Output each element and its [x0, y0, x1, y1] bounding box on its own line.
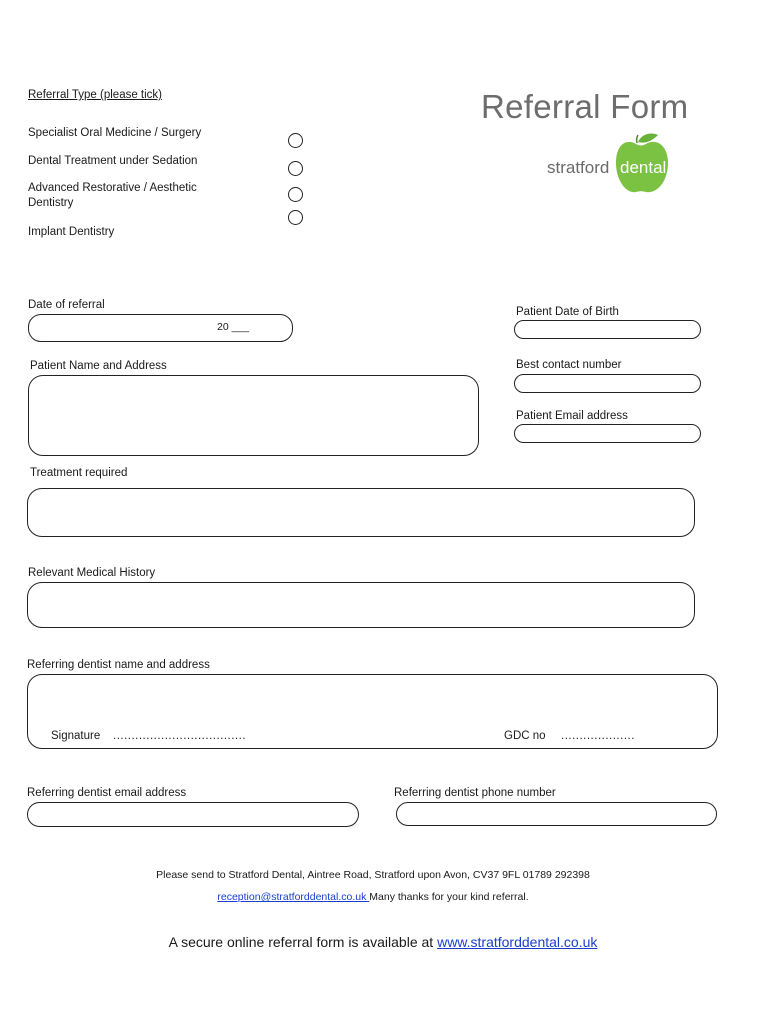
footer-online-line: [0, 934, 766, 950]
signature-label: Signature: [51, 730, 101, 742]
footer-online-text: A secure online referral form is available at: [168, 934, 438, 950]
option-implant-label: Implant Dentistry: [28, 226, 115, 238]
best-contact-field[interactable]: [514, 374, 701, 393]
footer-address: Please send to Stratford Dental, Aintree Road, Stratford upon Avon, CV37 9FL 01789 292398: [156, 869, 590, 881]
patient-email-label: Patient Email address: [516, 410, 628, 422]
referral-type-heading: Referral Type (please tick): [28, 89, 163, 101]
option-sedation-radio[interactable]: [288, 161, 303, 176]
patient-dob-field[interactable]: [514, 320, 701, 339]
option-sedation-label: Dental Treatment under Sedation: [28, 155, 198, 167]
page-title: Referral Form: [481, 88, 689, 125]
stratford-dental-logo: [546, 130, 676, 196]
footer-contact-line: [0, 891, 746, 903]
best-contact-label: Best contact number: [516, 359, 622, 371]
option-oral-medicine-radio[interactable]: [288, 133, 303, 148]
referring-phone-label: Referring dentist phone number: [394, 787, 556, 799]
footer-website-link[interactable]: www.stratforddental.co.uk: [437, 934, 598, 950]
option-restorative-label: Advanced Restorative / Aesthetic: [28, 182, 197, 194]
logo-text-dental: dental: [620, 158, 667, 177]
treatment-required-label: Treatment required: [30, 467, 128, 479]
treatment-required-field[interactable]: [27, 488, 695, 537]
gdc-label: GDC no: [504, 730, 546, 742]
footer-thanks: Many thanks for your kind referral.: [369, 891, 529, 903]
date-of-referral-field[interactable]: [28, 314, 293, 342]
referring-dentist-field[interactable]: [27, 674, 718, 749]
option-restorative-label-line2: Dentistry: [28, 197, 74, 209]
patient-email-field[interactable]: [514, 424, 701, 443]
medical-history-label: Relevant Medical History: [28, 567, 156, 579]
medical-history-field[interactable]: [27, 582, 695, 628]
date-of-referral-label: Date of referral: [28, 299, 105, 311]
option-restorative-radio[interactable]: [288, 187, 303, 202]
referring-phone-field[interactable]: [396, 802, 717, 826]
gdc-line[interactable]: ....................: [561, 730, 635, 742]
referring-email-field[interactable]: [27, 802, 359, 827]
patient-dob-label: Patient Date of Birth: [516, 306, 619, 318]
option-implant-radio[interactable]: [288, 210, 303, 225]
referring-dentist-label: Referring dentist name and address: [27, 659, 210, 671]
signature-line[interactable]: ....................................: [113, 730, 247, 742]
patient-name-address-field[interactable]: [28, 375, 479, 456]
referring-email-label: Referring dentist email address: [27, 787, 187, 799]
logo-text-stratford: stratford: [547, 158, 610, 177]
patient-name-address-label: Patient Name and Address: [30, 360, 167, 372]
footer-email-link[interactable]: reception@stratforddental.co.uk: [217, 891, 370, 903]
option-oral-medicine-label: Specialist Oral Medicine / Surgery: [28, 127, 202, 139]
date-of-referral-value: 20 ___: [217, 321, 250, 333]
